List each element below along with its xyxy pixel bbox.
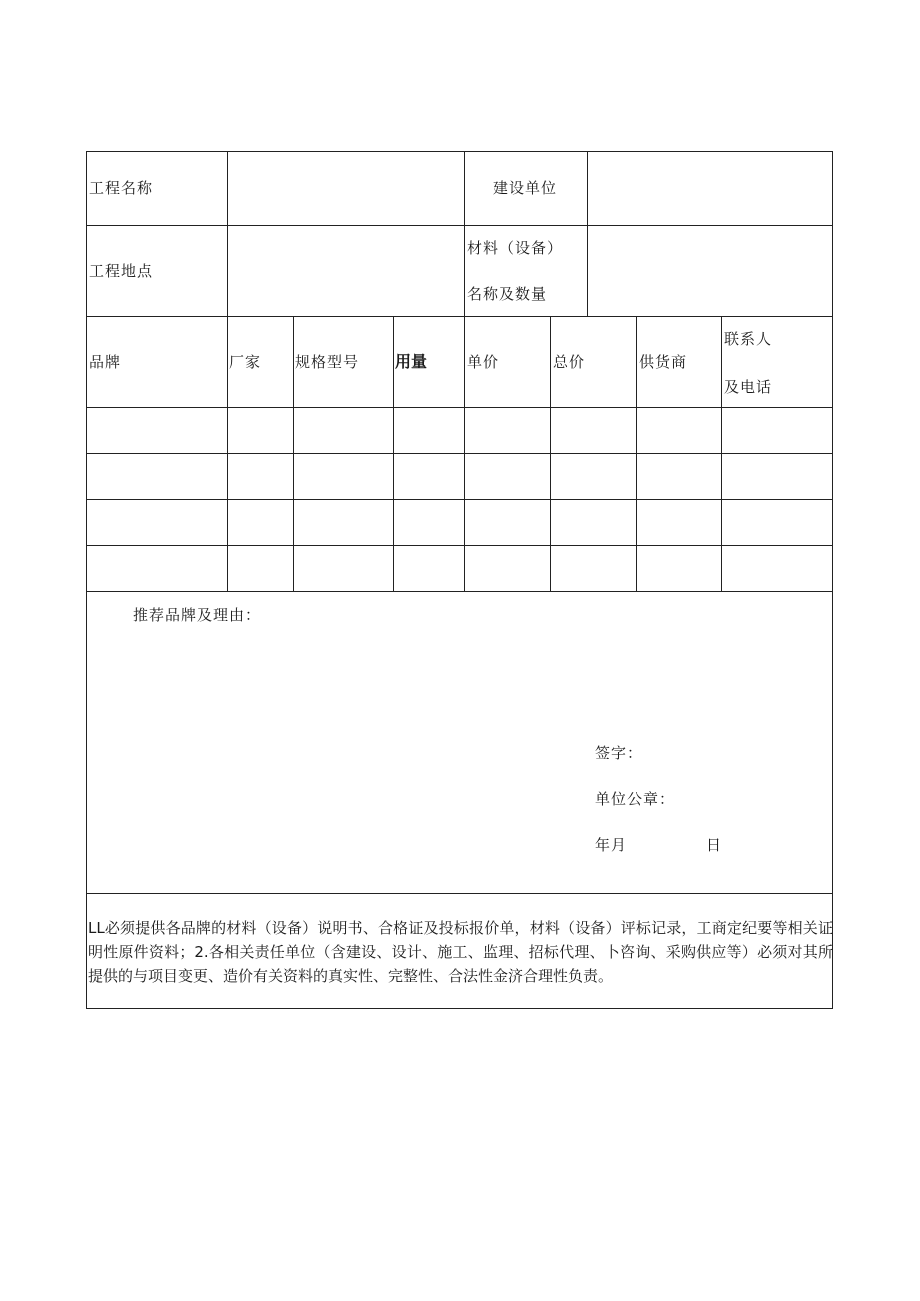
column-header-unit-price: 单价: [467, 353, 500, 371]
col-line: [464, 151, 465, 317]
column-header-spec-model: 规格型号: [295, 353, 360, 371]
signature-label: 签字：: [595, 744, 644, 762]
date-day: 日: [706, 836, 723, 854]
recommend-label: 推荐品牌及理由：: [133, 606, 262, 624]
seal-label: 单位公章：: [595, 790, 676, 808]
table-row[interactable]: [87, 454, 832, 499]
column-header-manufacturer: 厂家: [229, 353, 262, 371]
note-text: LL必须提供各品牌的材料（设备）说明书、合格证及投标报价单，材料（设备）评标记录，工商定纪要等相关证明性原件资料；2.各相关责任单位（含建设、设计、施工、监理、招标代理、卜咨询、采购供应等）必须对其所提供的与项目变更、造价有关资料的真实性、完整性、合法性金济合理性负责。: [88, 919, 833, 985]
column-header-total-price: 总价: [553, 353, 586, 371]
project-location-label: 工程地点: [89, 262, 154, 280]
border-right: [832, 151, 833, 1009]
project-name-label: 工程名称: [89, 179, 154, 197]
material-form: [86, 151, 833, 1009]
material-label-line1: 材料（设备）: [467, 239, 564, 257]
column-header-supplier: 供货商: [639, 353, 688, 371]
table-row[interactable]: [87, 408, 832, 453]
column-header-contact-line2: 及电话: [724, 378, 773, 396]
date-year-month: 年月: [595, 836, 628, 854]
project-name-field[interactable]: [228, 152, 464, 225]
material-label-line2: 名称及数量: [467, 285, 548, 303]
column-header-contact-line1: 联系人: [724, 330, 773, 348]
builder-field[interactable]: [588, 152, 832, 225]
table-row[interactable]: [87, 500, 832, 545]
builder-label: 建设单位: [493, 179, 558, 197]
column-header-brand: 品牌: [89, 353, 122, 371]
project-location-field[interactable]: [228, 226, 464, 316]
border-bottom: [86, 1008, 833, 1009]
material-field[interactable]: [588, 226, 832, 316]
column-header-usage: 用量: [395, 352, 428, 371]
table-row[interactable]: [87, 546, 832, 591]
row-line: [86, 893, 833, 894]
